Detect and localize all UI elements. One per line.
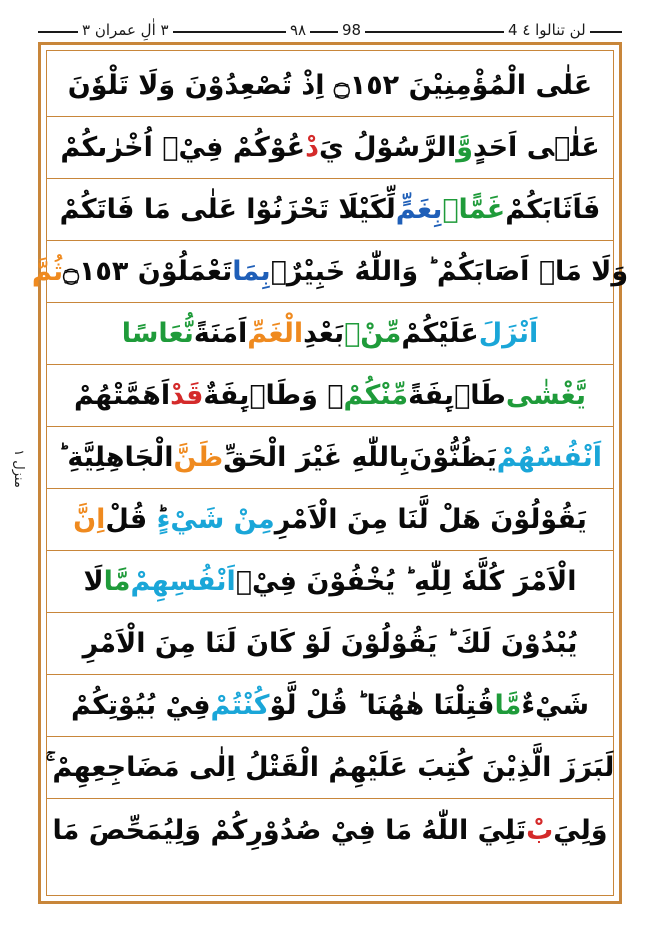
text-segment: فَاَثَابَكُمْ [505,194,601,225]
text-segment: مَّا [494,690,522,721]
surah-name: ٣ اٰلِ عمران ٣ [78,20,173,40]
text-block [31,50,629,896]
text-segment: اَنْفُسُهُمْ [496,442,603,473]
text-segment: مِنْ شَيْءٍ [156,504,275,535]
page-header [38,18,622,44]
text-segment: بِاللّٰهِ غَيْرَ الْحَقِّ [223,442,410,473]
text-line [31,241,629,303]
text-segment: عَلٰى الْمُؤْمِنِيْنَ ۝١٥٢ اِذْ تُصْعِدُوْنَ وَلَا تَلْوٗنَ [67,70,593,101]
juz-name: 4 لن تنالوا ٤ [504,20,590,40]
manzil-label [6,440,30,496]
manzil-text: منزل ١ [10,448,26,488]
text-segment: طَاۤىِٕفَةً [408,380,506,411]
text-segment: اَمَنَةً [193,318,248,349]
text-segment: وَلَا مَاۤ اَصَابَكُمْ ؕ وَاللّٰهُ خَبِيْرٌۢ [270,256,629,287]
text-line [47,799,613,861]
text-segment: دْ [305,132,319,163]
text-segment: الْغَمِّ [247,318,304,349]
text-segment: غَمًّاۢ [442,194,506,225]
text-segment: بْ [526,814,554,846]
text-segment: اِنَّ [73,504,106,535]
text-segment: ؕ قُلْ [105,504,157,535]
text-segment: لَبَرَزَ الَّذِيْنَ كُتِبَ عَلَيْهِمُ الْقَتْلُ اِلٰى مَضَاجِعِهِمْ ۚ [45,751,615,783]
text-segment: شَيْءٌ [521,690,589,721]
text-segment: فِيْ بُيُوْتِكُمْ [71,690,211,721]
text-segment: ۙ وَطَاۤىِٕفَةٌ [203,380,344,411]
text-segment: تَعْمَلُوْنَ ۝١٥٣ [63,256,233,287]
text-segment: عَلَيْكُمْ [401,318,479,349]
text-segment: قَدْ [170,380,204,411]
text-segment: بَعْدِ [303,318,345,349]
text-segment: بِغَمٍّ [395,194,443,225]
text-line [47,179,613,241]
text-segment: وَلِيَ [553,814,608,846]
text-line [47,303,613,365]
text-segment: الْجَاهِلِيَّةِ ؕ [57,442,174,473]
text-segment: ثُمَّ [31,256,64,287]
text-line [47,427,613,489]
text-segment: مِّنْكُمْ [343,380,409,411]
text-segment: الْاَمْرَ كُلَّهٗ لِلّٰهِ ؕ يُخْفُوْنَ فِيْۤ [235,566,577,597]
text-segment: يَقُوْلُوْنَ هَلْ لَّنَا مِنَ الْاَمْرِ [274,504,587,535]
text-segment: ظَنَّ [173,442,224,473]
text-segment: عُوْكُمْ فِيْۤ اُخْرٰىكُمْ [60,132,306,163]
text-segment: وَّ [456,132,473,163]
text-segment: اَنْزَلَ [478,318,539,349]
text-segment: مَّا [103,566,131,597]
text-segment: كُنْتُمْ [210,690,270,721]
text-segment: اَنْفُسِهِمْ [130,566,236,597]
text-line [47,55,613,117]
page-frame [31,42,629,904]
text-segment: نُّعَاسًا [121,318,194,349]
text-segment: قُتِلْنَا هٰهُنَا ؕ قُلْ لَّوْ [269,690,495,721]
text-segment: لِّكَيْلَا تَحْزَنُوْا عَلٰى مَا فَاتَكُمْ [59,194,396,225]
text-segment: اَهَمَّتْهُمْ [74,380,171,411]
text-segment: تَلِيَ اللّٰهُ مَا فِيْ صُدُوْرِكُمْ وَلِيُمَحِّصَ مَا [52,814,527,846]
text-segment: عَلٰۤى اَحَدٍ [473,132,600,163]
text-segment: لَا [83,566,104,597]
text-line [47,737,613,799]
text-segment: الرَّسُوْلُ يَ [318,132,457,163]
text-line [47,613,613,675]
text-segment: مِّنْۢ [344,318,402,349]
text-line [47,489,613,551]
text-segment: يُبْدُوْنَ لَكَ ؕ يَقُوْلُوْنَ لَوْ كَانَ لَنَا مِنَ الْاَمْرِ [82,628,578,659]
text-line [47,365,613,427]
text-segment: يَظُنُّوْنَ [409,442,497,473]
text-segment: يَّغْشٰى [505,380,587,411]
text-line [47,675,613,737]
page-number-urdu: ٩٨ [286,20,310,40]
text-line [47,117,613,179]
text-segment: بِمَا [232,256,271,287]
page-number: 98 [338,20,365,40]
text-line [47,551,613,613]
